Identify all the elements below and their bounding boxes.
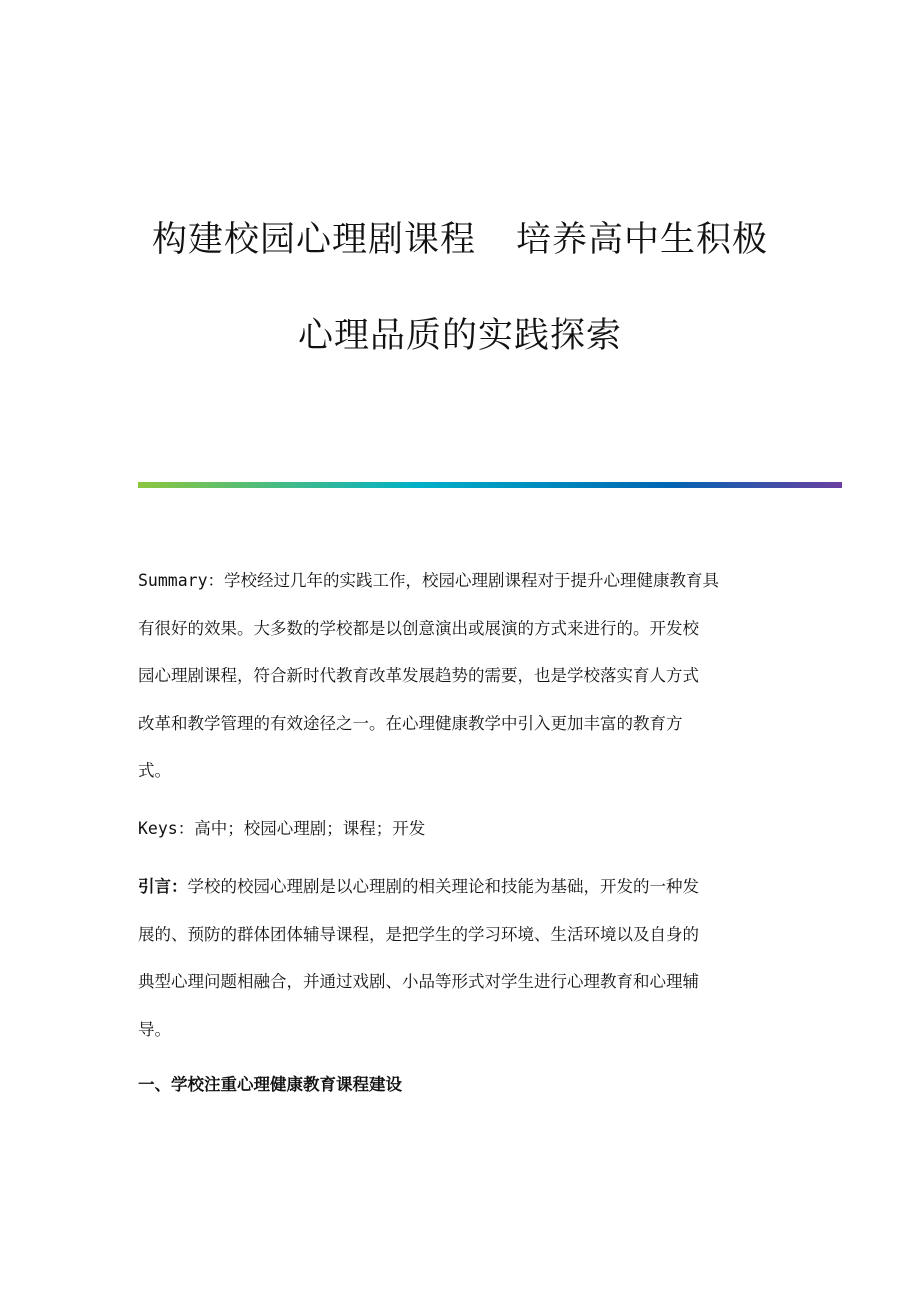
intro-line: 展的、预防的群体团体辅导课程，是把学生的学习环境、生活环境以及自身的 <box>138 924 699 944</box>
summary-line: 式。 <box>138 761 171 781</box>
keywords-paragraph <box>138 814 798 844</box>
document-title-line-2: 心理品质的实践探索 <box>297 316 622 356</box>
summary-line: 改革和教学管理的有效途径之一。在心理健康教学中引入更加丰富的教育方 <box>138 713 683 733</box>
divider-bar <box>138 482 842 488</box>
summary-line: 园心理剧课程，符合新时代教育改革发展趋势的需要，也是学校落实育人方式 <box>138 666 699 686</box>
summary-label: Summary： <box>138 571 225 590</box>
intro-line: 导。 <box>138 1019 171 1039</box>
intro-line: 典型心理问题相融合，并通过戏剧、小品等形式对学生进行心理教育和心理辅 <box>138 972 699 992</box>
keys-label: Keys： <box>138 819 195 838</box>
title-part-2: 培养高中生积极 <box>516 220 769 260</box>
summary-line <box>138 566 798 596</box>
summary-text: 学校经过几年的实践工作，校园心理剧课程对于提升心理健康教育具 <box>224 571 720 590</box>
intro-text: 学校的校园心理剧是以心理剧的相关理论和技能为基础，开发的一种发 <box>187 877 699 896</box>
summary-line: 有很好的效果。大多数的学校都是以创意演出或展演的方式来进行的。开发校 <box>138 618 699 638</box>
introduction-paragraph <box>138 872 798 1045</box>
summary-paragraph <box>138 566 798 786</box>
title-part-1: 构建校园心理剧课程 <box>151 220 476 260</box>
keys-line <box>138 814 798 844</box>
intro-label: 引言： <box>138 877 188 896</box>
document-title-line-1 <box>100 218 820 262</box>
intro-line <box>138 872 798 902</box>
gradient-divider <box>138 482 842 488</box>
section-heading-1: 一、学校注重心理健康教育课程建设 <box>138 1075 402 1094</box>
keys-text: 高中；校园心理剧；课程；开发 <box>194 819 426 838</box>
